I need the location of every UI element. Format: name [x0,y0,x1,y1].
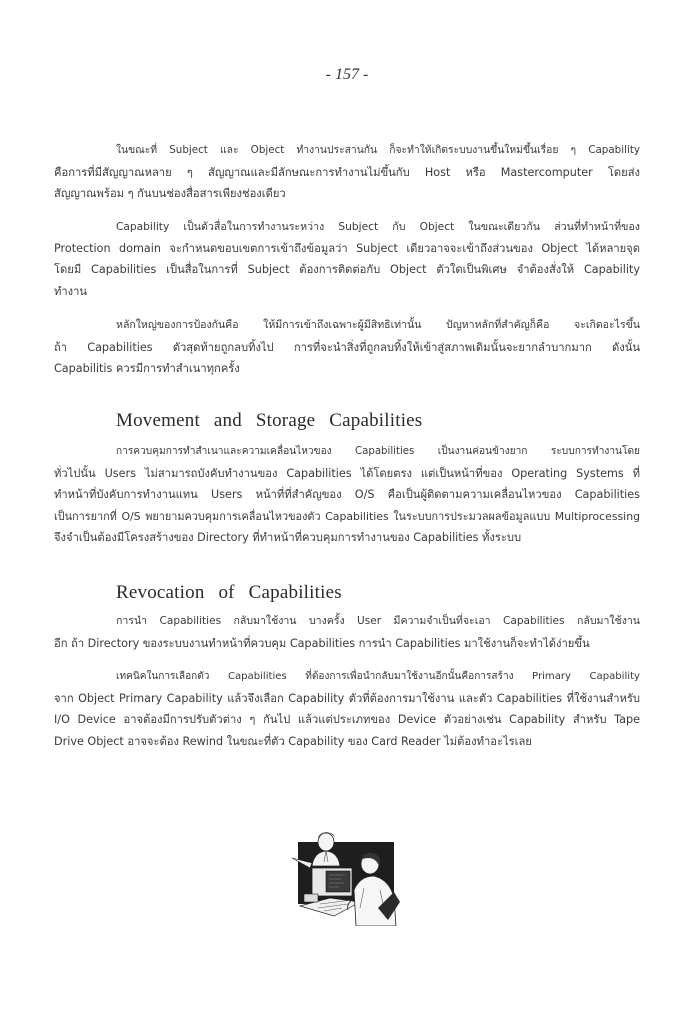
paragraph-line: Capabilitis ควรมีการทำสำเนาทุกครั้ง [54,362,240,375]
paragraph-line: ทั่วไปนั้น Users ไม่สามารถบังคับทำงานของ Capabilities ได้โดยตรง แต่เป็นหน้าที่ของ Operating Systems ที่ [54,466,640,480]
paragraph-line: I/O Device อาจต้องมีการปรับตัวต่าง ๆ กันไป แล้วแต่ประเภทของ Device ตัวอย่างเช่น Capability สำหรับ Tape [54,713,640,726]
paragraph-3 [54,315,640,380]
paragraph-2 [54,216,640,302]
paragraph-line: Drive Object อาจจะต้อง Rewind ในขณะที่ตัว Capability ของ Card Reader ไม่ต้องทำอะไรเลย [54,734,532,748]
computer-monitor [312,868,352,896]
paragraph-line: ในขณะที่ Subject และ Object ทำงานประสานกัน ก็จะทำให้เกิดระบบงานขึ้นใหม่ขึ้นเรื่อย ๆ Capability [116,144,640,156]
page-number: - 157 - [325,66,369,83]
paragraph-line: สัญญาณพร้อม ๆ กันบนช่องสื่อสารเพียงช่องเดียว [54,187,286,200]
paragraph-line: โดยมี Capabilities เป็นสื่อในการที่ Subject ต้องการติดต่อกับ Object ตัวใดเป็นพิเศษ จำต้องสั่งให้ Capability [54,263,640,276]
paragraph-line: อีก ถ้า Directory ของระบบงานทำหน้าที่ควบคุม Capabilities การนำ Capabilities มาใช้งานก็จะทำได้ง่ายขึ้น [54,636,590,650]
paragraph-line: ทำงาน [54,284,88,298]
paragraph-line: ถ้า Capabilities ตัวสุดท้ายถูกลบทิ้งไป การที่จะนำสิ่งที่ถูกลบทิ้งให้เข้าสู่สภาพเดิมนั้นจะยากลำบากมาก ดังนั้น [54,340,640,354]
paragraph-line: หลักใหญ่ของการป้องกันคือ ให้มีการเข้าถึงเฉพาะผู้มีสิทธิเท่านั้น ปัญหาหลักที่สำคัญก็คือ จะเกิดอะไรขึ้น [116,319,640,331]
paragraph-revocation-1 [54,611,640,654]
paragraph-line: คือการที่มีสัญญาณหลาย ๆ สัญญาณและมีลักษณะการทำงานไม่ขึ้นกับ Host หรือ Mastercomputer โดยส่ง [54,165,640,179]
paragraph-movement-storage [54,441,640,549]
paragraph-line: ทำหน้าที่บังคับการทำงานแทน Users หน้าที่ที่สำคัญของ O/S คือเป็นผู้ติดตามความเคลื่อนไหวของ Capabilities [54,488,640,501]
paragraph-line: เทคนิคในการเลือกตัว Capabilities ที่ต้องการเพื่อนำกลับมาใช้งานอีกนั้นคือการสร้าง Primary Capability [116,671,640,682]
paragraph-revocation-2 [54,666,640,752]
paragraph-line: จึงจำเป็นต้องมีโครงสร้างของ Directory ที่ทำหน้าที่ควบคุมการทำงานของ Capabilities ทั้งระบบ [54,531,522,544]
computer-users-illustration [290,828,410,926]
paragraph-line: Capability เป็นตัวสื่อในการทำงานระหว่าง Subject กับ Object ในขณะเดียวกัน ส่วนที่ทำหน้าที่ของ [116,220,640,233]
paragraph-line: การควบคุมการทำสำเนาและความเคลื่อนไหวของ Capabilities เป็นงานค่อนข้างยาก ระบบการทำงานโดย [116,446,640,457]
paragraph-line: การนำ Capabilities กลับมาใช้งาน บางครั้ง User มีความจำเป็นที่จะเอา Capabilities กลับมาใช้งาน [116,615,640,627]
paragraph-1 [54,140,640,205]
paragraph-line: Protection domain จะกำหนดขอบเขตการเข้าถึงข้อมูลว่า Subject เดียวอาจจะเข้าถึงส่วนของ Object ได้หลายจุด [54,241,640,255]
section-heading-movement-storage: Movement and Storage Capabilities [116,410,423,431]
paragraph-line: จาก Object Primary Capability แล้วจึงเลือก Capability ตัวที่ต้องการมาใช้งาน และตัว Capabilities ที่ใช้งานสำหรับ [54,691,640,705]
paragraph-line: เป็นการยากที่ O/S พยายามควบคุมการเคลื่อนไหวของตัว Capabilities ในระบบการประมวลผลข้อมูลแบบ Multiprocessing [54,509,640,523]
section-heading-revocation: Revocation of Capabilities [116,582,342,603]
